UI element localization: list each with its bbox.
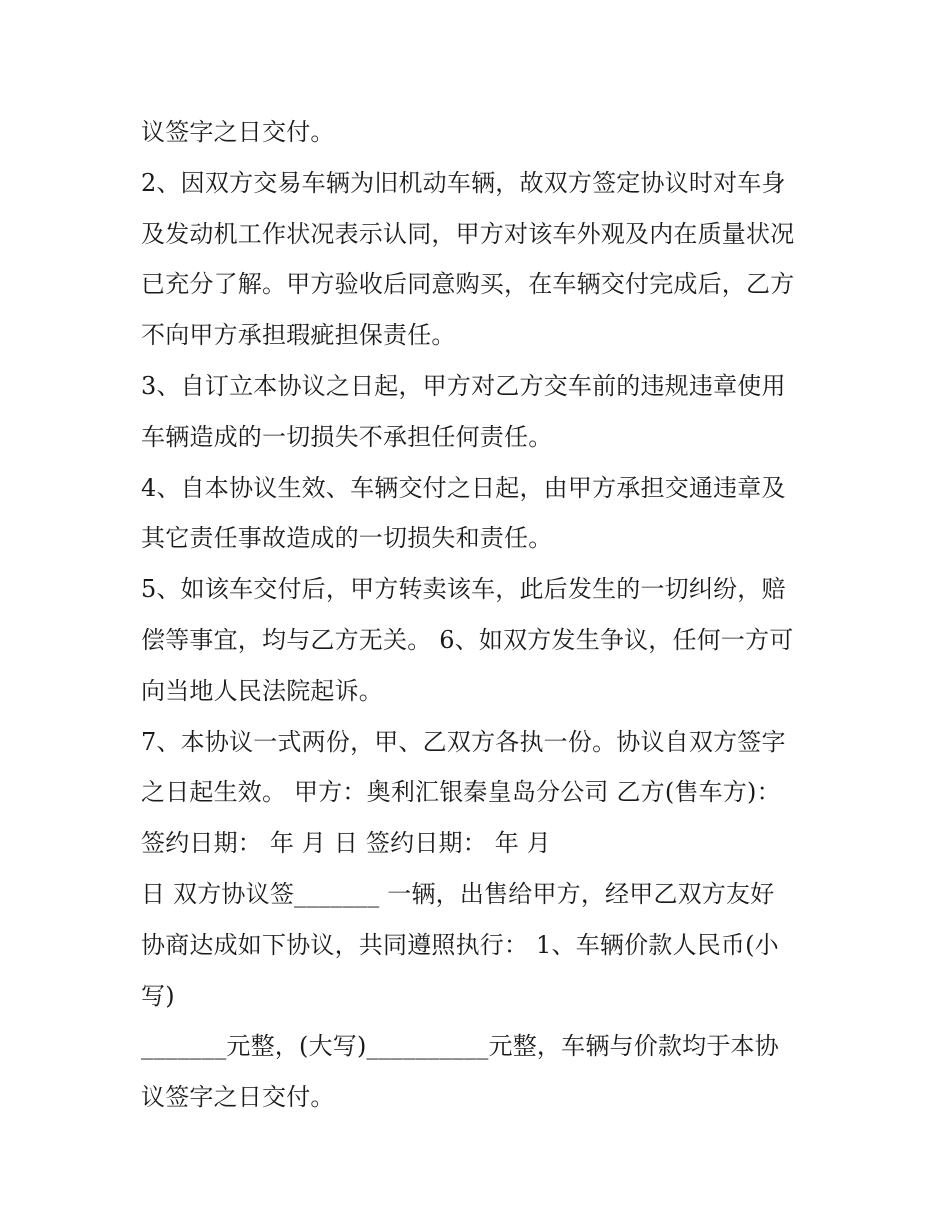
text-line: 偿等事宜，均与乙方无关。 6、如双方发生争议，任何一方可 (141, 625, 794, 654)
text-line: 3、自订立本协议之日起，甲方对乙方交车前的违规违章使用 (141, 371, 786, 400)
text-line: 7、本协议一式两份，甲、乙双方各执一份。协议自双方签字 (141, 727, 786, 756)
text-line: 4、自本协议生效、车辆交付之日起，由甲方承担交通违章及 (141, 473, 786, 502)
text-line: 签约日期： 年 月 日 签约日期： 年 月 (141, 829, 551, 858)
text-line: 5、如该车交付后，甲方转卖该车，此后发生的一切纠纷，赔 (141, 575, 786, 604)
text-line: _______元整，(大写)__________元整，车辆与价款均于本协 (141, 1032, 779, 1061)
text-line: 议签字之日交付。 (141, 1083, 335, 1112)
text-line: 协商达成如下协议，共同遵照执行： 1、车辆价款人民币(小 (141, 930, 779, 959)
text-line: 议签字之日交付。 (141, 118, 335, 146)
text-line: 其它责任事故造成的一切损失和责任。 (141, 524, 553, 553)
text-line: 向当地人民法院起诉。 (141, 676, 383, 705)
text-line: 写) (141, 981, 175, 1010)
text-line: 之日起生效。 甲方：奥利汇银秦皇岛分公司 乙方(售车方)： (141, 778, 781, 807)
contract-body-text (141, 107, 821, 1123)
text-line: 已充分了解。甲方验收后同意购买，在车辆交付完成后，乙方 (141, 270, 795, 299)
text-line: 2、因双方交易车辆为旧机动车辆，故双方签定协议时对车身 (141, 168, 786, 197)
text-line: 不向甲方承担瑕疵担保责任。 (141, 321, 456, 350)
text-line: 日 双方协议签_______ 一辆，出售给甲方，经甲乙双方友好 (141, 879, 775, 908)
text-line: 及发动机工作状况表示认同，甲方对该车外观及内在质量状况 (141, 219, 795, 248)
text-line: 车辆造成的一切损失不承担任何责任。 (141, 422, 553, 451)
